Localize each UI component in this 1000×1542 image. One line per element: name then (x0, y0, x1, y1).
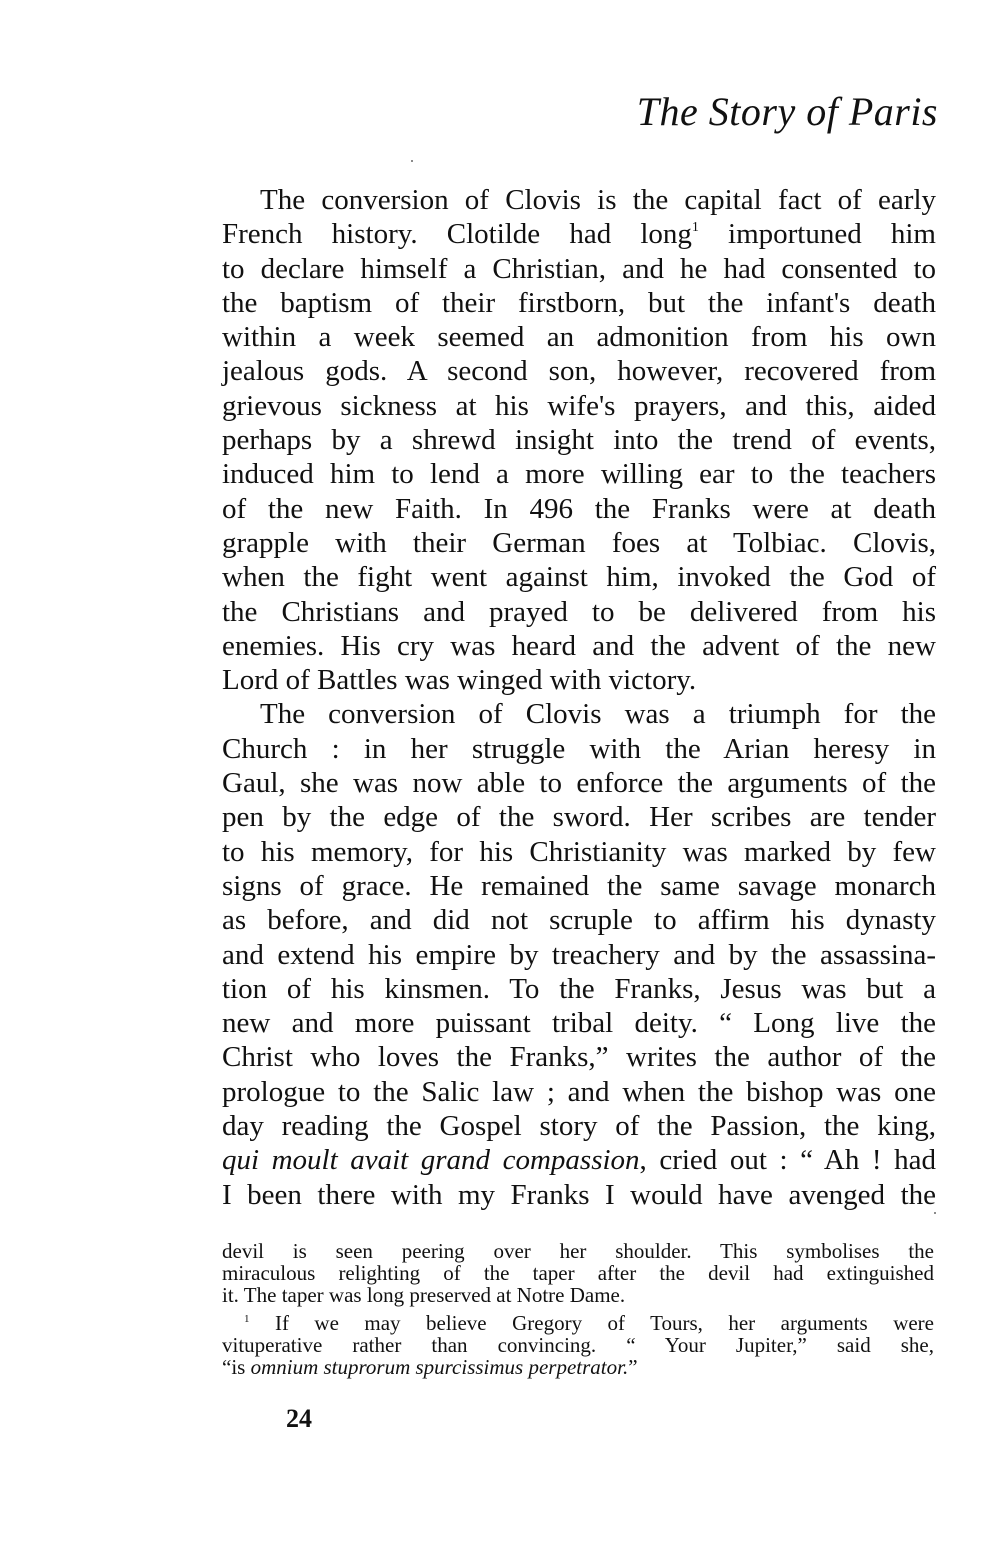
footnote-reference[interactable]: 1 (691, 220, 699, 236)
text-line: grapple with their German foes at Tolbiac. Clovis, (222, 526, 936, 559)
text-line: Lord of Battles was winged with victory. (222, 664, 697, 697)
text-line: to declare himself a Christian, and he had consented to (222, 252, 936, 285)
footnote-line (222, 1356, 934, 1378)
text-line: jealous gods. A second son, however, recovered from (222, 355, 936, 388)
text-line: induced him to lend a more willing ear to the teachers (222, 458, 936, 491)
footnote-quote-open: “is (222, 1355, 251, 1379)
footnotes (222, 1240, 934, 1378)
text-line: tion of his kinsmen. To the Franks, Jesus was but a (222, 972, 936, 1005)
footnote-line (222, 1312, 934, 1334)
text-line: Gaul, she was now able to enforce the arguments of the (222, 767, 936, 800)
text-line-end: importuned him (728, 218, 936, 251)
main-text (222, 183, 936, 1212)
text-line: of the new Faith. In 496 the Franks were at death (222, 492, 936, 525)
footnote-text: If we may believe Gregory of Tours, her arguments were (274, 1311, 934, 1335)
scan-speck (411, 160, 413, 162)
text-line: I been there with my Franks I would have avenged the (222, 1178, 936, 1211)
text-line: The conversion of Clovis is the capital fact of early (260, 184, 936, 216)
text-line: The conversion of Clovis was a triumph for the (260, 698, 936, 731)
footnote-line: it. The taper was long preserved at Notre Dame. (222, 1283, 626, 1307)
italic-quote: qui moult avait grand compassion (222, 1144, 640, 1177)
text-line: when the fight went against him, invoked the God of (222, 561, 936, 594)
text-line: new and more puissant tribal deity. “ Long live the (222, 1007, 936, 1040)
text-line (222, 1143, 936, 1177)
text-line: within a week seemed an admonition from his own (222, 321, 936, 354)
text-line: prologue to the Salic law ; and when the bishop was one (222, 1075, 936, 1108)
footnote-quote-close: ” (628, 1355, 638, 1379)
page-number: 24 (286, 1404, 312, 1433)
text-line: enemies. His cry was heard and the advent of the new (222, 629, 936, 662)
text-line: day reading the Gospel story of the Passion, the king, (222, 1110, 936, 1143)
text-line: the baptism of their firstborn, but the infant's death (222, 286, 936, 319)
text-line: to his memory, for his Christianity was marked by few (222, 835, 936, 868)
footnote-line: devil is seen peering over her shoulder. This symbolises the (222, 1239, 934, 1263)
footnote-marker: 1 (244, 1313, 250, 1325)
text-line (222, 217, 936, 251)
footnote-latin-quote: omnium stuprorum spurcissimus perpetrator. (250, 1355, 629, 1379)
text-line: grievous sickness at his wife's prayers, and this, aided (222, 389, 936, 422)
text-line-start: French history. Clotilde had long (222, 218, 692, 251)
text-line: pen by the edge of the sword. Her scribes are tender (222, 801, 936, 834)
text-line: perhaps by a shrewd insight into the trend of events, (222, 424, 936, 457)
running-title: The Story of Paris (636, 89, 938, 134)
text-line: Christ who loves the Franks,” writes the author of the (222, 1041, 936, 1074)
footnote-line: miraculous relighting of the taper after the devil had extinguished (222, 1261, 934, 1285)
text-line: and extend his empire by treachery and by the assassina- (222, 938, 936, 971)
text-line: signs of grace. He remained the same savage monarch (222, 869, 936, 902)
footnote-line: vituperative rather than convincing. “ Your Jupiter,” said she, (222, 1333, 934, 1357)
text-line: as before, and did not scruple to affirm his dynasty (222, 904, 936, 937)
text-line-end: , cried out : “ Ah ! had (639, 1144, 936, 1177)
text-line: Church : in her struggle with the Arian heresy in (222, 732, 936, 765)
text-line: the Christians and prayed to be delivered from his (222, 595, 936, 628)
scan-speck (934, 1212, 936, 1214)
